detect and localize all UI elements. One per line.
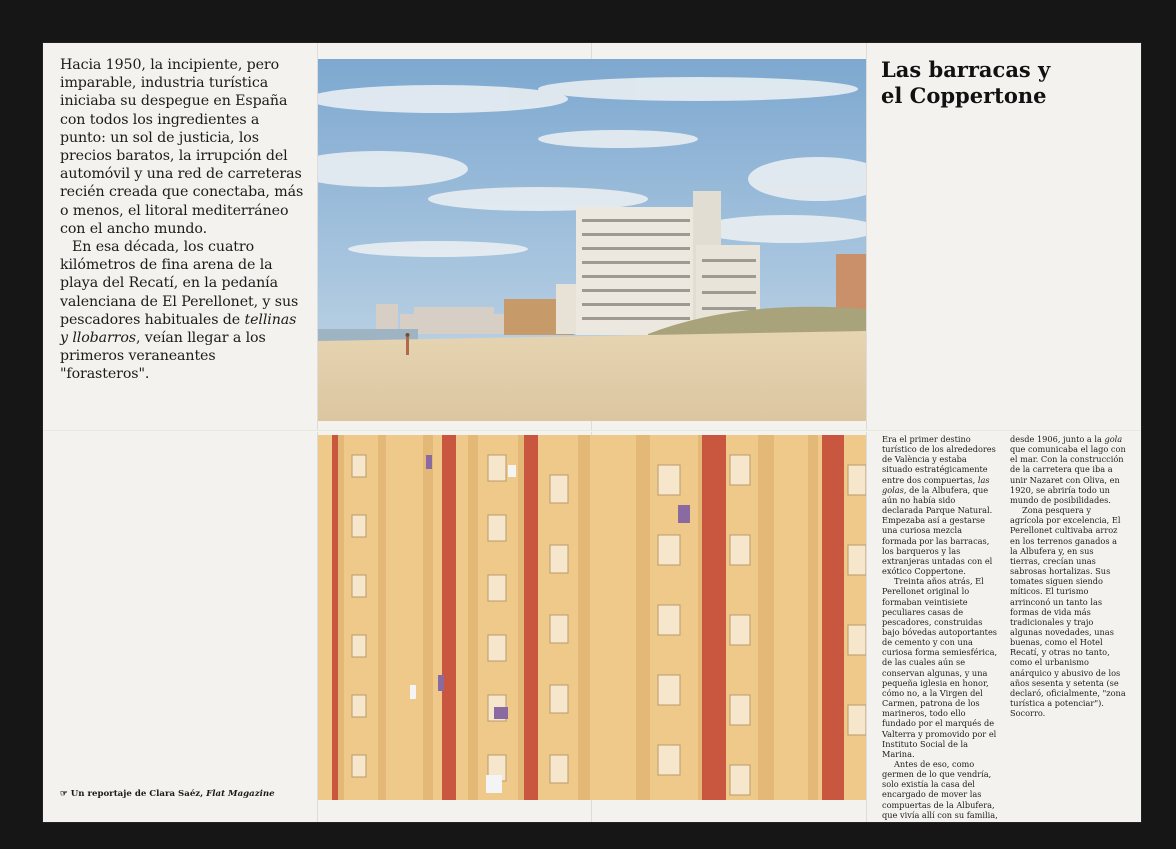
article-paragraph: Zona pesquera y agrícola por excelencia, El Perellonet cultivaba arroz en los terrenos ganados a la Albufera y, en sus tierras, crecían unas sabrosas hortalizas. Sus tomates siguen siendo míticos. El turismo arrinconó un tanto las formas de vida más tradicionales y trajo algunas novedades, unas buenas, como el Hotel Recatí, y otras no tanto, como el urbanismo anárquico y abusivo de los años sesenta y setenta (se declaró, oficialmente, "zona turística a potenciar"). Socorro. [1010,505,1126,719]
fold-line [866,43,867,822]
article-paragraph: Antes de eso, como germen de lo que vendría, solo existía la casa del encargado de mover las compuertas de la Albufera, que vivía allí con su familia, [882,759,998,820]
byline [60,789,275,799]
intro-text [60,56,305,384]
article-paragraph: Treinta años atrás, El Perellonet original lo formaban veintisiete peculiares casas de pescadores, construidas bajo bóvedas autoportantes de cemento y con una curiosa forma semiesférica, de las cuales aún se conservan algunas, y una pequeña iglesia en honor, cómo no, a la Virgen del Carmen, patrona de los marineros, todo ello fundado por el marqués de Valterra y promovido por el Instituto Social de la Marina. [882,576,998,759]
article-text: desde 1906, junto a la [1010,434,1105,444]
facade-photo-illustration [318,435,866,800]
intro-paragraph-1: Hacia 1950, la incipiente, pero imparable, industria turística iniciaba su despegue en España con todos los ingredientes a punto: un sol de justicia, los precios baratos, la irrupción del automóvil y una red de carreteras recién creada que conectaba, más o menos, el litoral mediterráneo con el ancho mundo. [60,57,304,237]
article-text: que comunicaba el lago con el mar. Con la construcción de la carretera que iba a unir Nazaret con Oliva, en 1920, se abriría todo un mundo de posibilidades. [1010,444,1126,505]
article-italic: las golas [882,474,990,495]
magazine-spread [43,43,1141,822]
article-title [881,57,1121,109]
magazine-name: Flat Magazine [206,789,275,799]
pointing-hand-icon: ☞ [60,789,68,799]
beach-photo [318,59,866,421]
article-column-1 [882,434,998,820]
title-line-2: el Coppertone [881,83,1047,108]
article-italic: gola [1104,434,1123,444]
intro-p2-italic: tellinas y llobarros [60,311,297,347]
byline-text: Un reportaje de Clara Saéz, [67,789,207,799]
facade-photo [318,435,866,800]
article-text: , de la Albufera, que aún no había sido declarada Parque Natural. Empezaba así a gestarse una curiosa mezcla formada por las barracas, los barqueros y las extranjeras untadas con el exótico Coppertone. [882,484,993,577]
fold-line-horizontal [43,430,1141,432]
intro-p2-text: En esa década, los cuatro kilómetros de fina arena de la playa del Recatí, en la pedanía valenciana de El Perellonet, y sus pescadores habituales de [60,239,299,328]
article-paragraph [882,434,998,576]
article-paragraph [1010,434,1126,505]
title-line-1: Las barracas y [881,57,1051,82]
article-column-2 [1010,434,1126,718]
article-text: Era el primer destino turístico de los alrededores de València y estaba situado estratégicamente entre dos compuertas, [882,434,996,485]
intro-paragraph-2 [60,238,305,384]
intro-p2-end: , veían llegar a los primeros veraneantes "forasteros". [60,330,266,383]
beach-photo-illustration [318,59,866,421]
